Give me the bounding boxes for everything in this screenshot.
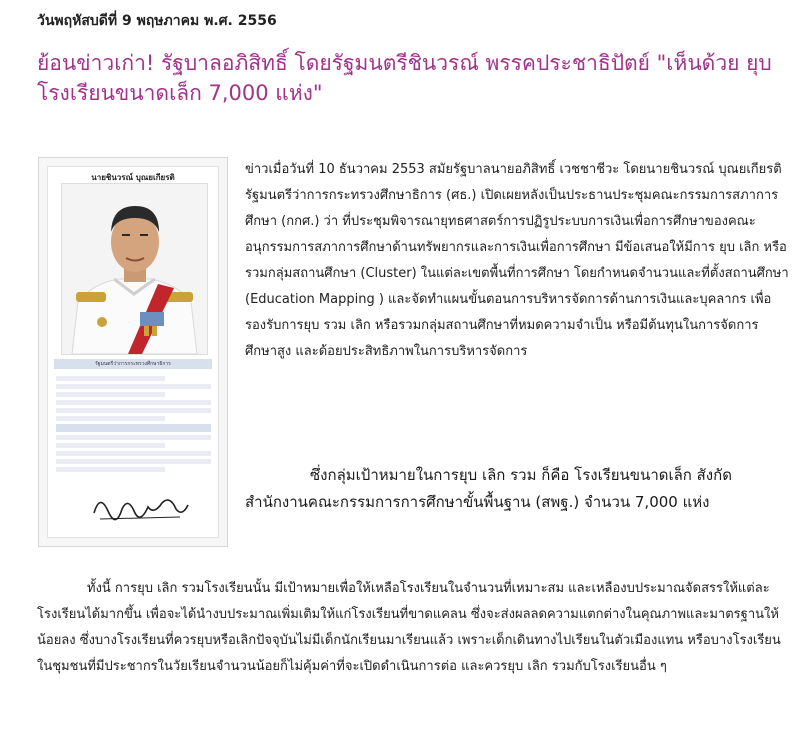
signature-image <box>90 485 190 525</box>
intro-paragraph: ข่าวเมื่อวันที่ 10 ธันวาคม 2553 สมัยรัฐบาลนายอภิสิทธิ์ เวชชาชีวะ โดยนายชินวรณ์ บุณยเกียรติ รัฐมนตรีว่าการกระทรวงศึกษาธิการ (ศธ.) เปิดเผยหลังเป็นประธานประชุมคณะกรรมการสภาการศึกษา (กกศ.) ว่า ที่ประชุมพิจารณายุทธศาสตร์การปฏิรูประบบการเงินเพื่อการศึกษาของคณะอนุกรรมการสภาการศึกษาด้านทรัพยากรและการเงินเพื่อการศึกษา มีข้อเสนอให้มีการ ยุบ เลิก หรือรวมกลุ่มสถานศึกษา (Cluster) ในแต่ละเขตพื้นที่การศึกษา โดยกำหนดจำนวนและที่ตั้งสถานศึกษา (Education Mapping ) และจัดทำแผนขั้นตอนการบริหารจัดการด้านการเงินและบุคลากร เพื่อรองรับการยุบ รวม เลิก หรือรวมกลุ่มสถานศึกษาที่หมดความจำเป็น หรือมีต้นทุนในการจัดการศึกษาสูง และด้อยประสิทธิภาพในการบริหารจัดการ <box>245 162 789 359</box>
card-name-caption: นายชินวรณ์ บุณยเกียรติ <box>91 173 175 182</box>
card-details <box>56 373 211 475</box>
card-role-caption: รัฐมนตรีว่าการกระทรวงศึกษาธิการ <box>54 359 212 369</box>
body-paragraph: ทั้งนี้ การยุบ เลิก รวมโรงเรียนนั้น มีเป้าหมายเพื่อให้เหลือโรงเรียนในจำนวนที่เหมาะสม และเหลืองบประมาณจัดสรรให้แต่ละโรงเรียนได้มากขึ้น เพื่อจะได้นำงบประมาณเพิ่มเติมให้แก่โรงเรียนที่ขาดแคลน ซึ่งจะส่งผลลดความแตกต่างในคุณภาพและมาตรฐานให้น้อยลง ซึ่งบางโรงเรียนที่ควรยุบหรือเลิกปัจจุบันไม่มีเด็กนักเรียนมาเรียนแล้ว เพราะเด็กเดินทางไปเรียนในตัวเมืองแทน หรือบางโรงเรียนในชุมชนที่มีประชากรในวัยเรียนจำนวนน้อยก็ไม่คุ้มค่าที่จะเปิดดำเนินการต่อ และควรยุบ เลิก รวมกับโรงเรียนอื่น ๆ <box>37 581 781 674</box>
minister-portrait <box>61 183 208 355</box>
post-title[interactable]: ย้อนข่าวเก่า! รัฐบาลอภิสิทธิ์ โดยรัฐมนตรีชินวรณ์ พรรคประชาธิปัตย์ "เห็นด้วย ยุบโรงเรียนขนาดเล็ก 7,000 แห่ง" <box>37 51 772 105</box>
minister-photo-card[interactable] <box>38 157 228 547</box>
portrait-illustration <box>62 184 207 354</box>
profile-card <box>47 166 219 538</box>
post-date: วันพฤหัสบดีที่ 9 พฤษภาคม พ.ศ. 2556 <box>37 13 277 29</box>
highlight-paragraph: ซึ่งกลุ่มเป้าหมายในการยุบ เลิก รวม ก็คือ โรงเรียนขนาดเล็ก สังกัดสำนักงานคณะกรรมการการศึกษาขั้นพื้นฐาน (สพฐ.) จำนวน 7,000 แห่ง <box>245 466 732 511</box>
